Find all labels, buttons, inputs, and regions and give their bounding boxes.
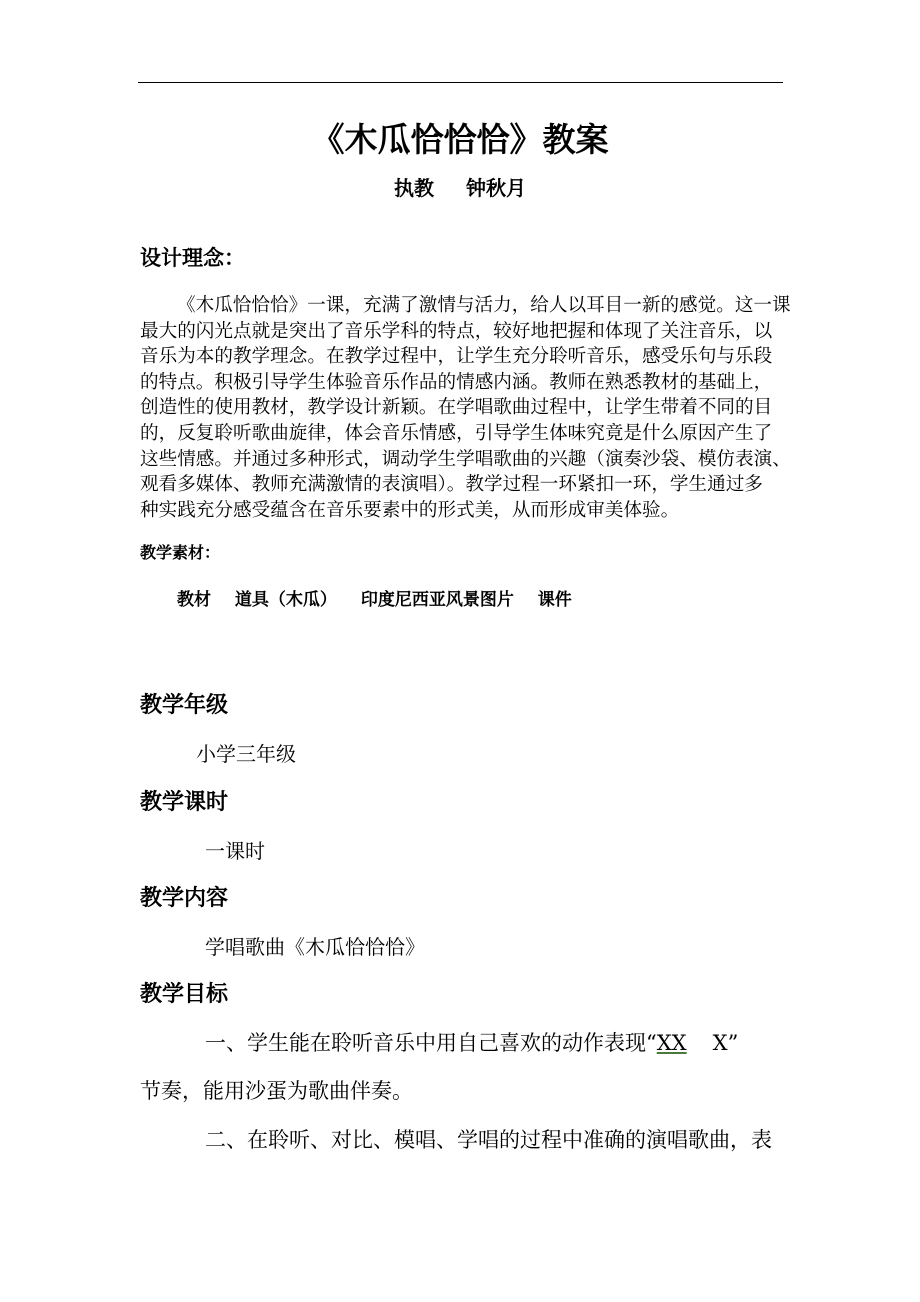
paragraph-line: 种实践充分感受蕴含在音乐要素中的形式美，从而形成审美体验。 <box>140 499 680 521</box>
design-concept-paragraph <box>140 293 791 523</box>
rhythm-notation-b: X <box>712 1031 728 1055</box>
material-item: 印度尼西亚风景图片 <box>360 590 514 610</box>
hours-value: 一课时 <box>205 839 265 863</box>
teacher-name: 钟秋月 <box>466 176 526 200</box>
hours-heading: 教学课时 <box>140 790 229 815</box>
materials-heading: 教学素材： <box>140 543 221 562</box>
paragraph-line: 《木瓜恰恰恰》一课，充满了激情与活力，给人以耳目一新的感觉。这一课 <box>177 295 791 316</box>
paragraph-line: 这些情感。并通过多种形式，调动学生学唱歌曲的兴趣（演奏沙袋、模仿表演、 <box>140 448 791 470</box>
paragraph-line: 观看多媒体、教师充满激情的表演唱）。教学过程一环紧扣一环，学生通过多 <box>140 474 763 496</box>
goal-1-line-2: 节奏，能用沙蛋为歌曲伴奏。 <box>140 1079 413 1103</box>
byline <box>0 172 920 201</box>
byline-label: 执教 <box>394 176 434 200</box>
goal-1-line-1 <box>205 1027 738 1057</box>
material-item: 课件 <box>537 590 572 610</box>
goal-2-line-1: 二、在聆听、对比、模唱、学唱的过程中准确的演唱歌曲，表 <box>205 1128 772 1152</box>
design-concept-heading: 设计理念： <box>140 245 245 270</box>
materials-list <box>177 585 590 610</box>
header-rule <box>138 82 783 83</box>
goal-1-text: 一、学生能在聆听音乐中用自己喜欢的动作表现“ <box>205 1031 657 1055</box>
paragraph-line: 音乐为本的教学理念。在教学过程中，让学生充分聆听音乐，感受乐句与乐段 <box>140 346 773 368</box>
rhythm-notation-a: XX <box>656 1031 687 1055</box>
material-item: 教材 <box>177 590 211 610</box>
paragraph-line: 的特点。积极引导学生体验音乐作品的情感内涵。教师在熟悉教材的基础上， <box>140 371 773 393</box>
quote-close: ” <box>727 1031 739 1055</box>
page-title: 《木瓜恰恰恰》教案 <box>311 120 609 159</box>
paragraph-line: 的，反复聆听歌曲旋律，体会音乐情感，引导学生体味究竟是什么原因产生了 <box>140 422 773 444</box>
content-heading: 教学内容 <box>140 886 229 911</box>
paragraph-line: 最大的闪光点就是突出了音乐学科的特点，较好地把握和体现了关注音乐，以 <box>140 320 773 342</box>
content-value: 学唱歌曲《木瓜恰恰恰》 <box>205 935 425 959</box>
grade-value: 小学三年级 <box>196 742 296 766</box>
material-item: 道具（木瓜） <box>234 590 337 610</box>
grade-heading: 教学年级 <box>140 693 229 718</box>
paragraph-line: 创造性的使用教材，教学设计新颖。在学唱歌曲过程中，让学生带着不同的目 <box>140 397 773 419</box>
goals-heading: 教学目标 <box>140 982 229 1007</box>
